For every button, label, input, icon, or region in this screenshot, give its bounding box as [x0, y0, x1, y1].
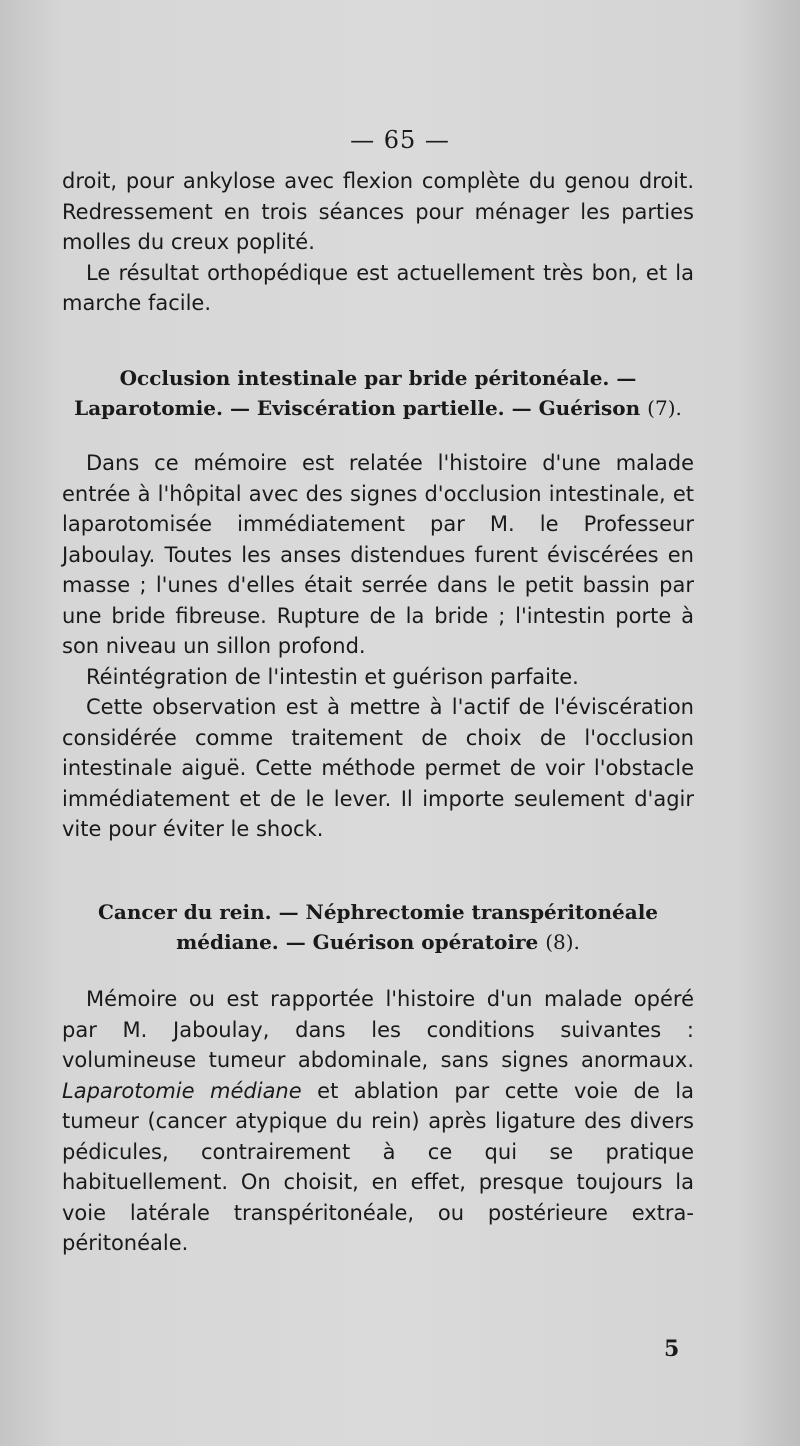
section-body [62, 448, 694, 845]
section-title: Cancer du rein. — Néphrectomie transpéritonéale médiane. — Guérison opératoire [97, 900, 659, 954]
paragraph: Cette observation est à mettre à l'actif de l'éviscération considérée comme traitement de choix de l'occlusion intestinale aiguë. Cette méthode permet de voir l'obstacle immédiatement et de le lever. Il importe seulement d'agir vite pour éviter le shock. [62, 695, 694, 841]
paragraph: droit, pour ankylose avec flexion complète du genou droit. Redressement en trois séances pour ménager les parties molles du creux poplité. [62, 169, 694, 254]
paragraph-text: et ablation par cette voie de la tumeur (cancer atypique du rein) après ligature des divers pédicules, contrairement à ce qui se pratique habituellement. On choisit, en effet, presque toujours la voie latérale transpéritonéale, ou postérieure extra-péritonéale. [62, 1078, 694, 1255]
paragraph: Le résultat orthopédique est actuellement très bon, et la marche facile. [62, 260, 694, 315]
italic-phrase: Laparotomie médiane [62, 1078, 302, 1103]
reference-number: (7). [647, 396, 682, 420]
paragraph [62, 984, 694, 1259]
page-number: — 65 — [350, 126, 450, 154]
section-body [62, 984, 694, 1259]
continuation-text [62, 166, 694, 319]
section-heading [62, 897, 694, 957]
paragraph: Dans ce mémoire est relatée l'histoire d'une malade entrée à l'hôpital avec des signes d'occlusion intestinale, et laparotomisée immédiatement par M. le Professeur Jaboulay. Toutes les anses distendues furent éviscérées en masse ; l'unes d'elles était serrée dans le petit bassin par une bride fibreuse. Rupture de la bride ; l'intestin porte à son niveau un sillon profond. [62, 451, 694, 658]
signature-mark: 5 [664, 1336, 680, 1362]
paragraph-text: Mémoire ou est rapportée l'histoire d'un malade opéré par M. Jaboulay, dans les conditions suivantes : volumineuse tumeur abdominale, sans signes anormaux. [62, 987, 694, 1072]
paragraph: Réintégration de l'intestin et guérison parfaite. [86, 664, 579, 689]
section-heading [62, 363, 694, 423]
section-title: Occlusion intestinale par bride péritonéale. — Laparotomie. — Eviscération partielle. — Guérison [74, 366, 641, 420]
reference-number: (8). [545, 930, 580, 954]
